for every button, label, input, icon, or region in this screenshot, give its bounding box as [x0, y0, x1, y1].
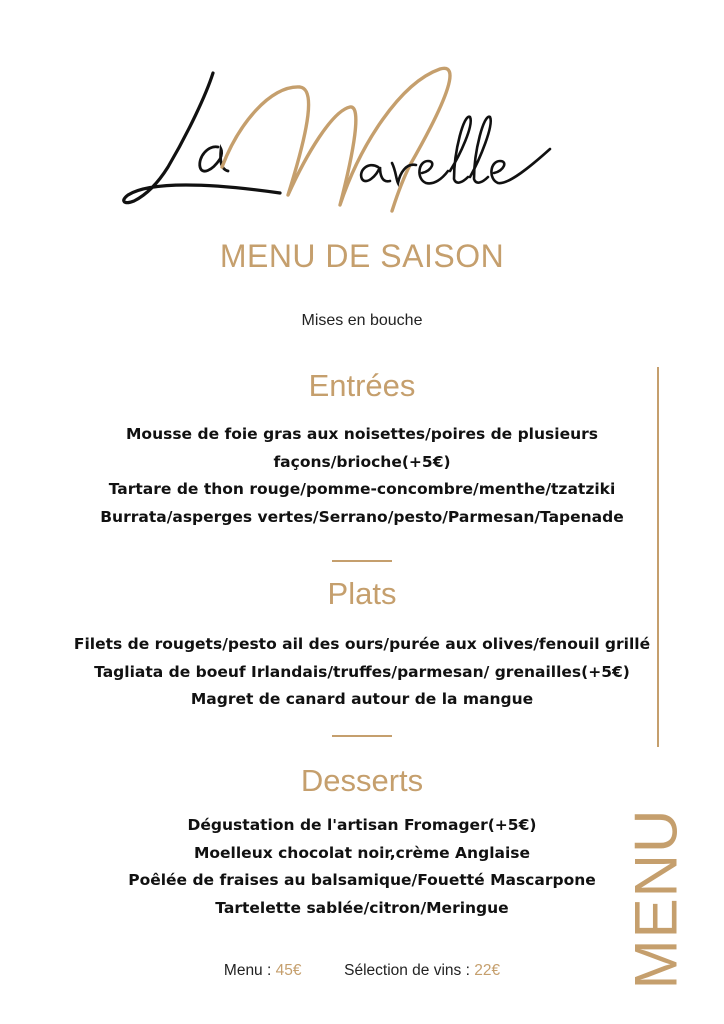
list-item: Poêlée de fraises au balsamique/Fouetté Mascarpone [128, 871, 596, 889]
plats-list [60, 631, 664, 714]
section-title-desserts: Desserts [300, 763, 424, 798]
side-menu-text: MENU [622, 808, 690, 990]
list-item: Filets de rougets/pesto ail des ours/purée aux olives/fenouil grillé [73, 635, 651, 653]
list-item: Magret de canard autour de la mangue [190, 690, 534, 708]
list-item: Tartare de thon rouge/pomme-concombre/menthe/tzatziki [108, 480, 616, 498]
section-title-plats: Plats [327, 576, 397, 611]
list-item: Mousse de foie gras aux noisettes/poires de plusieurs façons/brioche(+5€) [126, 425, 598, 471]
list-item: Dégustation de l'artisan Fromager(+5€) [187, 816, 537, 834]
menu-subtitle: MENU DE SAISON [219, 238, 505, 274]
entrees-list [85, 421, 639, 531]
desserts-list [60, 812, 664, 922]
menu-price-label: Menu : [223, 962, 272, 979]
list-item: Burrata/asperges vertes/Serrano/pesto/Parmesan/Tapenade [100, 507, 624, 526]
restaurant-logo [110, 55, 580, 225]
vertical-accent-line [657, 367, 659, 747]
amuse-bouche-label: Mises en bouche [301, 312, 423, 329]
section-title-entrees: Entrées [308, 368, 416, 403]
wine-price-value: 22€ [474, 962, 501, 979]
price-footer [0, 962, 724, 980]
logo-script-graphic [110, 55, 580, 225]
menu-price-value: 45€ [275, 962, 302, 979]
list-item: Tartelette sablée/citron/Meringue [215, 898, 509, 917]
section-divider [332, 560, 392, 562]
list-item: Tagliata de boeuf Irlandais/truffes/parmesan/ grenailles(+5€) [94, 662, 630, 681]
side-menu-label [622, 808, 690, 990]
wine-price-label: Sélection de vins : [344, 962, 470, 979]
list-item: Moelleux chocolat noir,crème Anglaise [193, 843, 531, 862]
section-divider [332, 735, 392, 737]
